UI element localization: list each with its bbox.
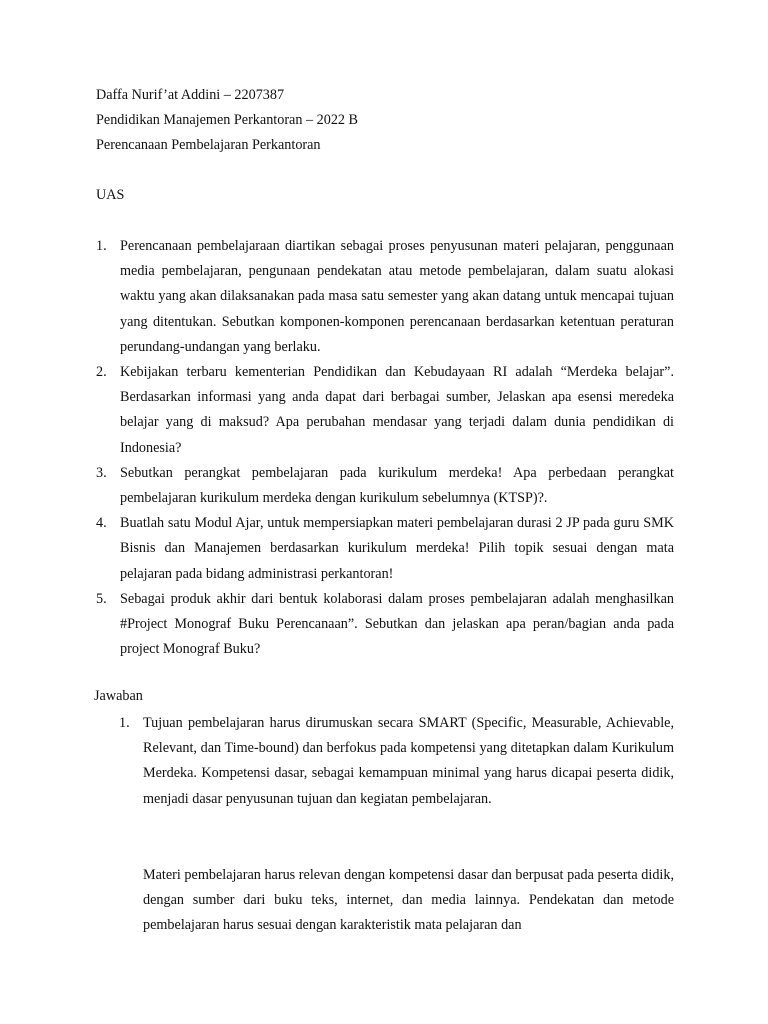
question-text: Perencanaan pembelajaraan diartikan sebagai proses penyusunan materi pelajaran, penggunaan media pembelajaran, pengunaan pendekatan atau metode pembelajaran, dalam suatu alokasi waktu yang akan dilaksanakan pada masa satu semester yang akan datang untuk mencapai tujuan yang ditentukan. Sebutkan komponen-komponen perencanaan berdasarkan ketentuan peraturan perundang-undangan yang berlaku. <box>120 238 674 355</box>
answer-number: 1. <box>119 715 130 731</box>
exam-title: UAS <box>96 187 125 203</box>
answer-list <box>119 711 674 812</box>
question-text: Buatlah satu Modul Ajar, untuk mempersiapkan materi pembelajaran durasi 2 JP pada guru SMK Bisnis dan Manajemen berdasarkan kurikulum merdeka! Pilih topik sesuai dengan mata pelajaran pada bidang administrasi perkantoran! <box>120 515 674 582</box>
question-text: Sebutkan perangkat pembelajaran pada kurikulum merdeka! Apa perbedaan perangkat pembelajaran kurikulum merdeka dengan kurikulum sebelumnya (KTSP)?. <box>120 464 674 507</box>
student-name-line: Daffa Nurif’at Addini – 2207387 <box>96 87 285 103</box>
answer-paragraph: Materi pembelajaran harus relevan dengan kompetensi dasar dan berpusat pada peserta didik, dengan sumber dari buku teks, internet, dan media lainnya. Pendekatan dan metode pembelajaran harus sesuai dengan karakteristik mata pelajaran dan <box>143 867 674 934</box>
question-number: 3. <box>96 464 107 481</box>
question-text: Kebijakan terbaru kementerian Pendidikan dan Kebudayaan RI adalah “Merdeka belajar”. Berdasarkan informasi yang anda dapat dari berbagai sumber, Jelaskan apa esensi meredeka belajar yang di maksud? Apa perubahan mendasar yang terjadi dalam dunia pendidikan di Indonesia? <box>120 364 674 456</box>
question-list <box>96 234 674 662</box>
program-line: Pendidikan Manajemen Perkantoran – 2022 B <box>96 112 359 128</box>
question-number: 1. <box>96 238 107 254</box>
answer-item <box>119 711 674 812</box>
question-item <box>96 587 674 663</box>
question-item <box>96 234 674 360</box>
answers-heading: Jawaban <box>94 688 143 704</box>
question-number: 4. <box>96 515 107 532</box>
course-line: Perencanaan Pembelajaran Perkantoran <box>96 137 321 153</box>
question-item <box>96 461 674 511</box>
answer-text: Tujuan pembelajaran harus dirumuskan secara SMART (Specific, Measurable, Achievable, Relevant, dan Time-bound) dan berfokus pada kompetensi yang ditetapkan dalam Kurikulum Merdeka. Kompetensi dasar, sebagai kemampuan minimal yang harus dicapai peserta didik, menjadi dasar penyusunan tujuan dan kegiatan pembelajaran. <box>143 715 674 807</box>
question-text: Sebagai produk akhir dari bentuk kolaborasi dalam proses pembelajaran adalah menghasilkan #Project Monograf Buku Perencanaan”. Sebutkan dan jelaskan apa peran/bagian anda pada project Monograf Buku? <box>120 590 674 658</box>
question-number: 2. <box>96 364 107 381</box>
question-item <box>96 511 674 587</box>
question-item <box>96 360 674 461</box>
question-number: 5. <box>96 590 107 607</box>
